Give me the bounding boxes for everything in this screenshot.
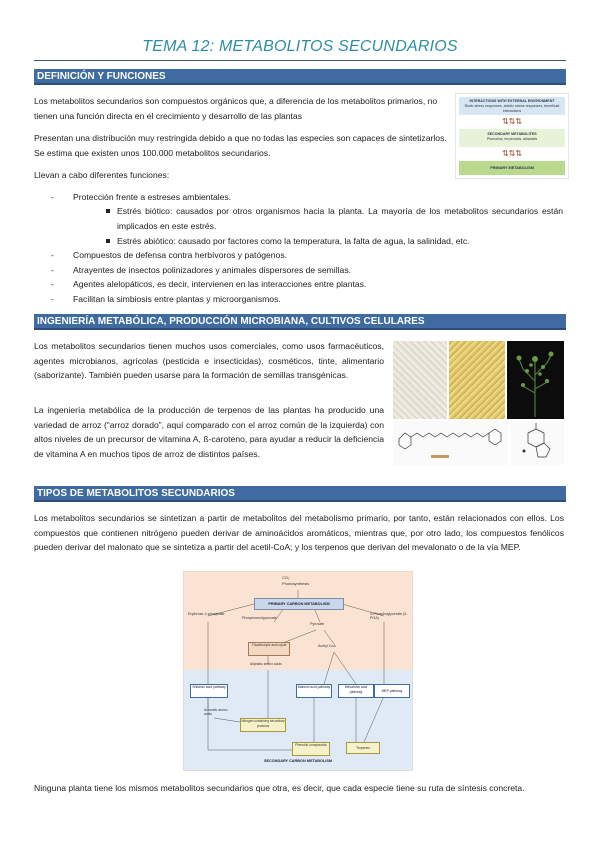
fig-arrows-bottom: ⇅⇅⇅ (501, 149, 523, 158)
list-item: - Facilitan la simbiosis entre plantas y microorganismos. (51, 294, 281, 304)
mevalonic-pathway-box: Mevalonic acid pathway (338, 684, 374, 698)
section-header-tipos: TIPOS DE METABOLITOS SECUNDARIOS (34, 486, 566, 502)
metabolism-levels-figure (455, 93, 569, 179)
nitrogen-products-box: Nitrogen-containing secondary products (240, 718, 286, 732)
beta-carotene-structure (393, 421, 508, 465)
sub-list-item: Estrés abiótico: causado por factores como la temperatura, la falta de agua, la salinidad, etc. (117, 234, 563, 249)
list-item: - Protección frente a estreses ambientales. (51, 192, 232, 202)
malonic-pathway-box: Malonic acid pathway (296, 684, 332, 698)
sub-list-item: Estrés biótico: causados por otros organismos hacia la planta. La mayoría de los metabolitos secundarios están implicados en este estrés. (117, 204, 563, 233)
phenolic-compounds-box: Phenolic compounds (292, 742, 330, 756)
list-item: - Agentes alelopáticos, es decir, intervienen en las interacciones entre plantas. (51, 279, 367, 289)
pathway-diagram (183, 571, 413, 771)
pep-label: Phosphoenolpyruvate (242, 616, 277, 620)
ing-paragraph-2: La ingeniería metabólica de la producción de terpenos de las plantas ha producido una variedad de arroz (“arroz dorado”, aquí comparado con el arroz común de la izquierda) con altos niveles de un precursor de vitamina A, ß-caroteno, para ayudar a reducir la deficiencia de vitamina A en muchos tipos de arroz de distintos países. (34, 405, 384, 459)
terpene-structure (510, 421, 564, 465)
pyruvate-label: Pyruvate (310, 622, 325, 626)
fig-external-sub: Biotic stress responses, abiotic stress responses, beneficial interactions (464, 103, 560, 113)
def-paragraph-2: Presentan una distribución muy restringida debido a que no todas las especies son capaces de sintetizarlos. Se estima que existen unos 100.000 metabolitos secundarios. (34, 133, 447, 158)
fig-arrows-top: ⇅⇅⇅ (501, 117, 523, 126)
tca-cycle-box: Tricarboxylic acid cycle (248, 642, 290, 656)
aliphatic-label: Aliphatic amino acids (250, 662, 282, 666)
molecule-chain-icon (393, 421, 508, 465)
section-header-ingenieria: INGENIERÍA METABÓLICA, PRODUCCIÓN MICROBIANA, CULTIVOS CELULARES (34, 314, 566, 330)
fig-secondary-box (459, 129, 565, 147)
def-paragraph-1: Los metabolitos secundarios son compuestos orgánicos que, a diferencia de los metabolitos primarios, no tienen una función directa en el crecimiento y desarrollo de las plantas (34, 96, 438, 121)
golden-rice-image (449, 341, 505, 419)
secondary-metabolism-label: SECONDARY CARBON METABOLISM (263, 759, 333, 763)
ring-molecule-icon (510, 421, 564, 465)
primary-metabolism-box: PRIMARY CARBON METABOLISM (254, 598, 344, 610)
plant-silhouette-icon (507, 341, 564, 419)
list-item: - Compuestos de defensa contra herbívoros y patógenos. (51, 250, 288, 260)
ing-paragraph-1: Los metabolitos secundarios tienen muchos usos comerciales, como usos farmacéuticos, agentes microbianos, agrícolas (pesticida e insecticidas), cosméticos, tinte, alimentario (saborizante). También pueden usarse para la formación de semillas transgénicas. (34, 341, 384, 381)
tipos-paragraph-2: Ninguna planta tiene los mismos metabolitos secundarios que otra, es decir, que cada especie tiene su ruta de síntesis concreta. (34, 783, 525, 793)
photosynthesis-label: Photosynthesis (282, 581, 310, 586)
pga-label: 3-Phosphoglycerate (3-PGA) (370, 612, 408, 620)
fig-secondary-title: SECONDARY METABOLITES (487, 132, 537, 136)
aromatic-label: Aromatic amino acids (204, 708, 228, 716)
tipos-paragraph-1: Los metabolitos secundarios se sintetizan a partir de metabolitos del metabolismo primario, por tanto, están relacionados con ellos. Los compuestos que contienen nitrógeno pueden derivar de aminoácidos aromáticos, mientras que, por otro lado, los compuestos fenólicos pueden derivar del malonato que se sintetiza a partir del acetil-CoA; y los terpenos que derivan del mevalonato o de la vía MEP. (34, 513, 564, 553)
def-paragraph-3: Llevan a cabo diferentes funciones: (34, 170, 170, 180)
page-title: TEMA 12: METABOLITOS SECUNDARIOS (142, 38, 458, 55)
mep-pathway-box: MEP pathway (374, 684, 410, 698)
fig-primary-box: PRIMARY METABOLISM (459, 161, 565, 175)
plant-photo (507, 341, 564, 419)
section-header-definicion: DEFINICIÓN Y FUNCIONES (34, 69, 566, 85)
terpenes-box: Terpenes (346, 742, 380, 754)
title-rule (34, 60, 566, 61)
fig-external-title: INTERACTIONS WITH EXTERNAL ENVIRONMENT (469, 99, 555, 103)
shikimic-pathway-box: Shikimic acid pathway (190, 684, 228, 698)
acetyl-coa-label: Acetyl CoA (318, 644, 336, 648)
white-rice-image (393, 341, 447, 419)
fig-secondary-sub: Phenolics, terpenoids, alkaloids (486, 136, 538, 141)
co2-label: CO₂ (282, 575, 290, 580)
erythrose-label: Erythrose-4-phosphate (188, 612, 225, 616)
fig-external-box (459, 97, 565, 115)
list-item: - Atrayentes de insectos polinizadores y animales dispersores de semillas. (51, 265, 352, 275)
